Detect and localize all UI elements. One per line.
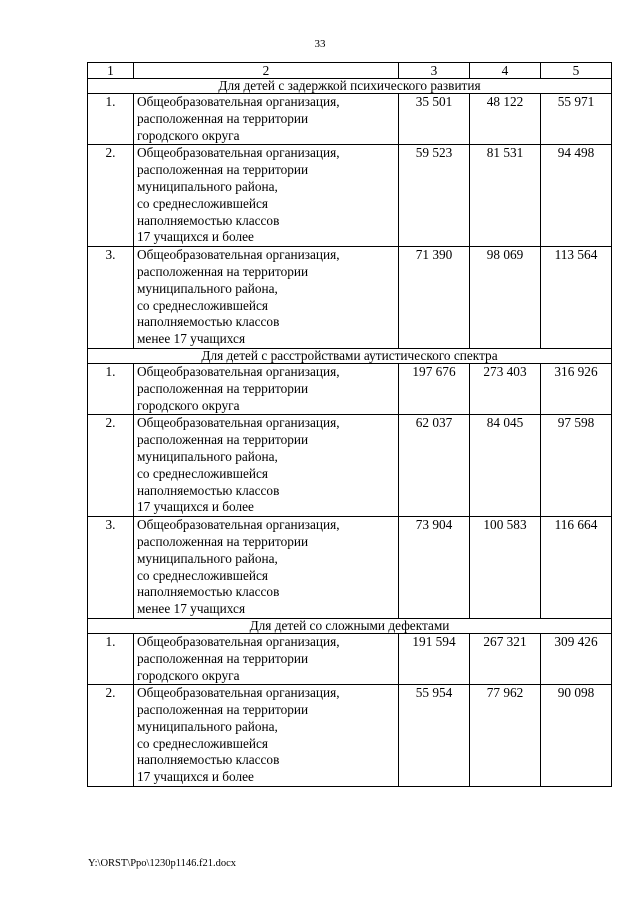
- value-col-5: 97 598: [541, 415, 612, 517]
- footer-file-path: Y:\ORST\Ppo\1230p1146.f21.docx: [88, 858, 236, 869]
- header-cell-5: 5: [541, 63, 612, 79]
- value-col-3: 71 390: [399, 247, 470, 349]
- table-row: [88, 363, 612, 414]
- value-col-3: 35 501: [399, 94, 470, 145]
- organization-name: Общеобразовательная организация, расположенная на территории муниципального района, со среднесложившейся наполняемостью классов 17 учащихся и более: [134, 145, 399, 247]
- row-number: 1.: [88, 633, 134, 684]
- value-col-3: 191 594: [399, 633, 470, 684]
- row-number: 2.: [88, 685, 134, 787]
- header-cell-4: 4: [470, 63, 541, 79]
- organization-name: Общеобразовательная организация, расположенная на территории муниципального района, со среднесложившейся наполняемостью классов 17 учащихся и более: [134, 415, 399, 517]
- value-col-4: 48 122: [470, 94, 541, 145]
- table-row: [88, 94, 612, 145]
- table-row: [88, 247, 612, 349]
- table-row: [88, 633, 612, 684]
- row-number: 3.: [88, 517, 134, 619]
- organization-name: Общеобразовательная организация, расположенная на территории городского округа: [134, 633, 399, 684]
- row-number: 1.: [88, 94, 134, 145]
- value-col-4: 100 583: [470, 517, 541, 619]
- value-col-3: 59 523: [399, 145, 470, 247]
- row-number: 3.: [88, 247, 134, 349]
- value-col-5: 94 498: [541, 145, 612, 247]
- value-col-5: 90 098: [541, 685, 612, 787]
- value-col-5: 116 664: [541, 517, 612, 619]
- table-row: [88, 415, 612, 517]
- organization-name: Общеобразовательная организация, расположенная на территории муниципального района, со среднесложившейся наполняемостью классов менее 17 учащихся: [134, 247, 399, 349]
- row-number: 1.: [88, 363, 134, 414]
- value-col-4: 77 962: [470, 685, 541, 787]
- header-cell-2: 2: [134, 63, 399, 79]
- value-col-4: 267 321: [470, 633, 541, 684]
- organization-name: Общеобразовательная организация, расположенная на территории муниципального района, со среднесложившейся наполняемостью классов 17 учащихся и более: [134, 685, 399, 787]
- value-col-5: 309 426: [541, 633, 612, 684]
- value-col-4: 81 531: [470, 145, 541, 247]
- table-row: [88, 685, 612, 787]
- section-title: Для детей с расстройствами аутистического спектра: [88, 348, 612, 363]
- section-title: Для детей со сложными дефектами: [88, 618, 612, 633]
- header-cell-1: 1: [88, 63, 134, 79]
- value-col-4: 98 069: [470, 247, 541, 349]
- value-col-4: 84 045: [470, 415, 541, 517]
- value-col-3: 62 037: [399, 415, 470, 517]
- value-col-4: 273 403: [470, 363, 541, 414]
- table-row: [88, 145, 612, 247]
- organization-name: Общеобразовательная организация, расположенная на территории городского округа: [134, 94, 399, 145]
- value-col-5: 316 926: [541, 363, 612, 414]
- value-col-5: 55 971: [541, 94, 612, 145]
- table-header-row: [88, 63, 612, 79]
- value-col-5: 113 564: [541, 247, 612, 349]
- section-header-row: [88, 618, 612, 633]
- value-col-3: 197 676: [399, 363, 470, 414]
- row-number: 2.: [88, 145, 134, 247]
- row-number: 2.: [88, 415, 134, 517]
- page-number: 33: [314, 38, 326, 50]
- section-header-row: [88, 348, 612, 363]
- table-row: [88, 517, 612, 619]
- value-col-3: 55 954: [399, 685, 470, 787]
- organization-name: Общеобразовательная организация, расположенная на территории городского округа: [134, 363, 399, 414]
- value-col-3: 73 904: [399, 517, 470, 619]
- section-header-row: [88, 79, 612, 94]
- data-table: [87, 62, 612, 787]
- organization-name: Общеобразовательная организация, расположенная на территории муниципального района, со среднесложившейся наполняемостью классов менее 17 учащихся: [134, 517, 399, 619]
- section-title: Для детей с задержкой психического развития: [88, 79, 612, 94]
- header-cell-3: 3: [399, 63, 470, 79]
